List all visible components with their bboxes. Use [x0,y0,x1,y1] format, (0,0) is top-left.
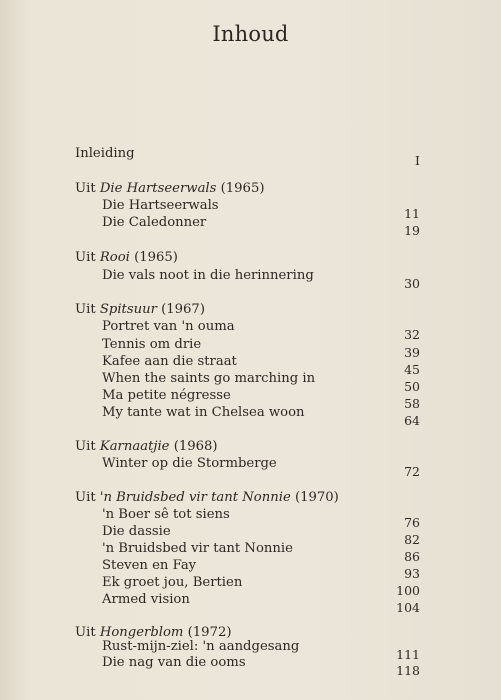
toc-entry-label: Die vals noot in die herinnering [102,268,314,283]
toc-entry-label: Rust-mijn-ziel: 'n aandgesang [102,639,300,654]
section-book-title: Rooi [99,250,130,265]
toc-entry [0,404,501,428]
toc-entry [0,214,501,238]
toc-entry-label: Winter op die Stormberge [102,456,277,471]
toc-entry [0,387,501,411]
toc-entry-label: Inleiding [75,146,135,161]
toc-entry-label: Tennis om drie [102,337,202,352]
toc-page-number: 32 [404,327,420,342]
section-prefix: Uit [75,302,96,317]
toc-entry-label: Ek groet jou, Bertien [102,575,243,590]
toc-entry [0,654,501,678]
toc-page-number: I [415,153,420,168]
toc-page-number: 39 [404,345,420,360]
toc-entry [0,318,501,342]
toc-page-number: 19 [404,223,420,238]
toc-entry-label: Armed vision [102,592,190,607]
toc-page-number: 118 [396,663,420,678]
toc-entry [0,353,501,377]
toc-page-number: 64 [404,413,420,428]
toc-page-number: 50 [404,379,420,394]
toc-entry-label: Ma petite négresse [102,388,231,403]
toc-section-heading [0,301,501,319]
toc-section-heading [0,180,501,198]
section-prefix: Uit [75,439,96,454]
section-prefix: Uit [75,625,96,640]
toc-page-number: 30 [404,276,420,291]
section-year: (1965) [220,181,265,196]
toc-page-number: 45 [404,362,420,377]
toc-page-number: 76 [404,515,420,530]
toc-entry-label: When the saints go marching in [102,371,316,386]
toc-entry-label: Die Hartseerwals [102,198,219,213]
section-book-title: Die Hartseerwals [99,181,217,196]
toc-section-heading [0,438,501,456]
toc-entry [0,455,501,479]
toc-entry [0,370,501,394]
toc-entry-label: 'n Bruidsbed vir tant Nonnie [102,541,293,556]
toc-section-heading [0,249,501,267]
toc-page-number: 100 [396,583,420,598]
toc-entry-label: 'n Boer sê tot siens [102,507,230,522]
toc-entry [0,540,501,564]
toc-entry [0,197,501,221]
section-year: (1970) [294,490,339,505]
toc-entry-label: Die nag van die ooms [102,655,246,670]
toc-entry [0,591,501,615]
toc-page-number: 82 [404,532,420,547]
toc-page-number: 93 [404,566,420,581]
toc-page-number: 58 [404,396,420,411]
toc-page-number: 72 [404,464,420,479]
section-book-title: Hongerblom [99,625,184,640]
toc-entry [0,557,501,581]
section-year: (1965) [134,250,178,265]
section-book-title: 'n Bruidsbed vir tant Nonnie [99,490,291,505]
toc-entry-label: Die Caledonner [102,215,207,230]
section-prefix: Uit [75,490,96,505]
section-year: (1967) [161,302,205,317]
toc-entry-label: My tante wat in Chelsea woon [102,405,305,420]
toc-entry-label: Steven en Fay [102,558,197,573]
page-title: Inhoud [212,22,289,46]
section-book-title: Spitsuur [99,302,157,317]
toc-entry-label: Portret van 'n ouma [102,319,235,334]
toc-entry-intro [0,145,501,168]
section-prefix: Uit [75,181,96,196]
section-year: (1968) [173,439,218,454]
toc-entry-label: Kafee aan die straat [102,354,237,369]
toc-entry [0,267,501,291]
toc-entry [0,523,501,547]
toc-page-number: 111 [396,647,420,662]
toc-entry [0,574,501,598]
toc-entry-label: Die dassie [102,524,171,539]
section-prefix: Uit [75,250,96,265]
toc-entry [0,506,501,530]
section-book-title: Karnaatjie [99,439,170,454]
toc-page-number: 11 [404,206,420,221]
section-year: (1972) [187,625,232,640]
toc-page-number: 86 [404,549,420,564]
toc-entry [0,336,501,360]
toc-page-number: 104 [396,600,420,615]
toc-section-heading [0,489,501,507]
